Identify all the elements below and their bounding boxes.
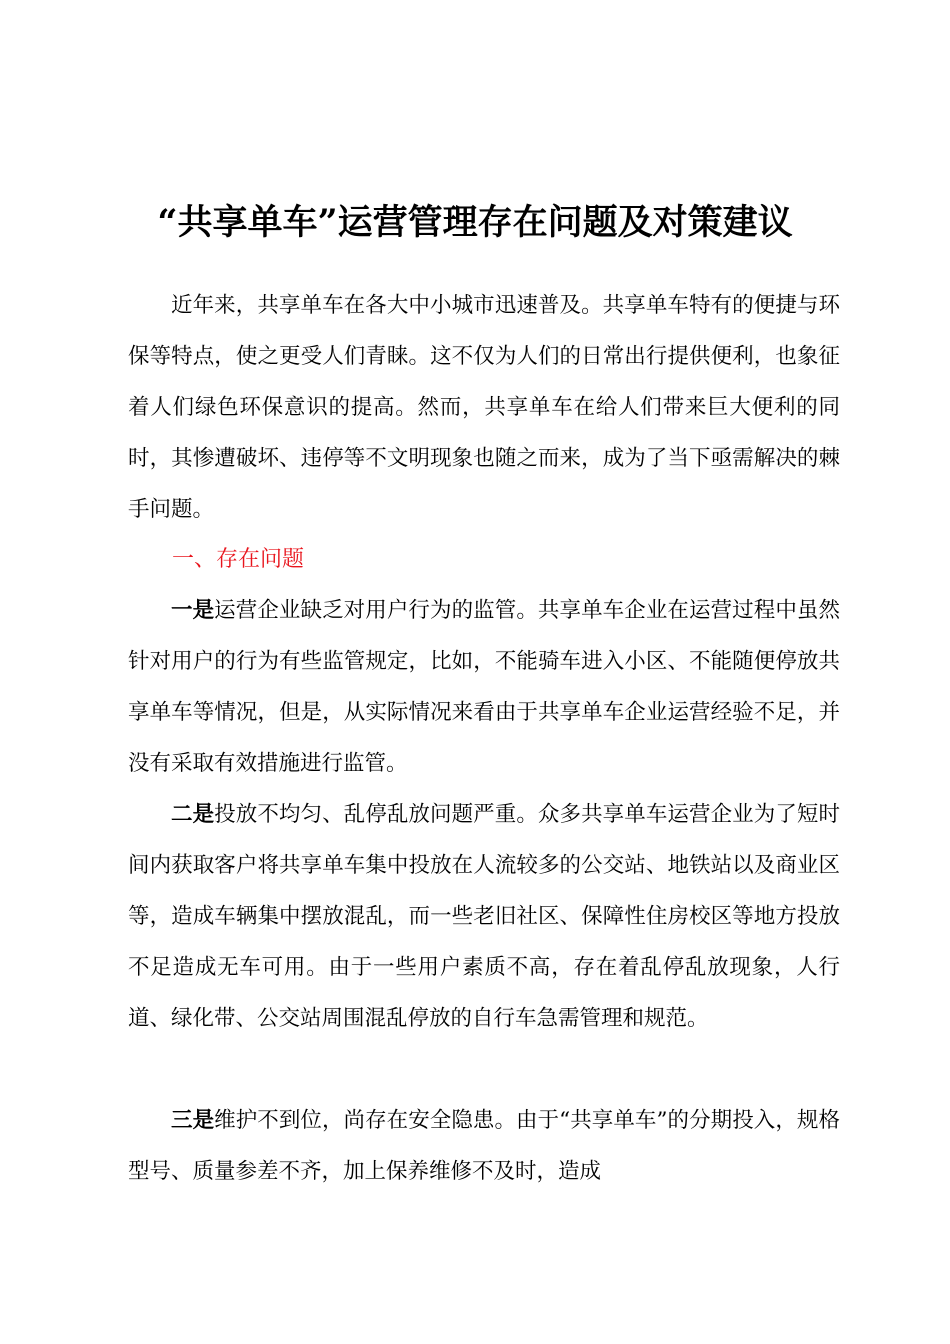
document-title: “共享单车”运营管理存在问题及对策建议 [157,202,793,243]
problem-paragraph-2 [128,789,840,1044]
problem-paragraph-1 [128,585,840,789]
problem-paragraph-3 [128,1095,840,1197]
problem-lead-2: 二是 [171,802,215,827]
problem-text-2: 投放不均匀、乱停乱放问题严重。众多共享单车运营企业为了短时间内获取客户将共享单车集中投放在人流较多的公交站、地铁站以及商业区等，造成车辆集中摆放混乱，而一些老旧社区、保障性住房校区等地方投放不足造成无车可用。由于一些用户素质不高，存在着乱停乱放现象，人行道、绿化带、公交站周围混乱停放的自行车急需管理和规范。 [128,802,840,1031]
problem-lead-3: 三是 [171,1108,215,1133]
problem-text-1: 运营企业缺乏对用户行为的监管。共享单车企业在运营过程中虽然针对用户的行为有些监管规定，比如，不能骑车进入小区、不能随便停放共享单车等情况，但是，从实际情况来看由于共享单车企业运营经验不足，并没有采取有效措施进行监管。 [128,598,840,776]
intro-paragraph: 近年来，共享单车在各大中小城市迅速普及。共享单车特有的便捷与环保等特点，使之更受人们青睐。这不仅为人们的日常出行提供便利，也象征着人们绿色环保意识的提高。然而，共享单车在给人们带来巨大便利的同时，其惨遭破坏、违停等不文明现象也随之而来，成为了当下亟需解决的棘手问题。 [128,293,840,522]
section-heading: 一、存在问题 [172,547,305,572]
problem-lead-1: 一是 [171,598,215,623]
problem-text-3: 维护不到位，尚存在安全隐患。由于“共享单车”的分期投入，规格型号、质量参差不齐，加上保养维修不及时，造成 [128,1108,840,1184]
